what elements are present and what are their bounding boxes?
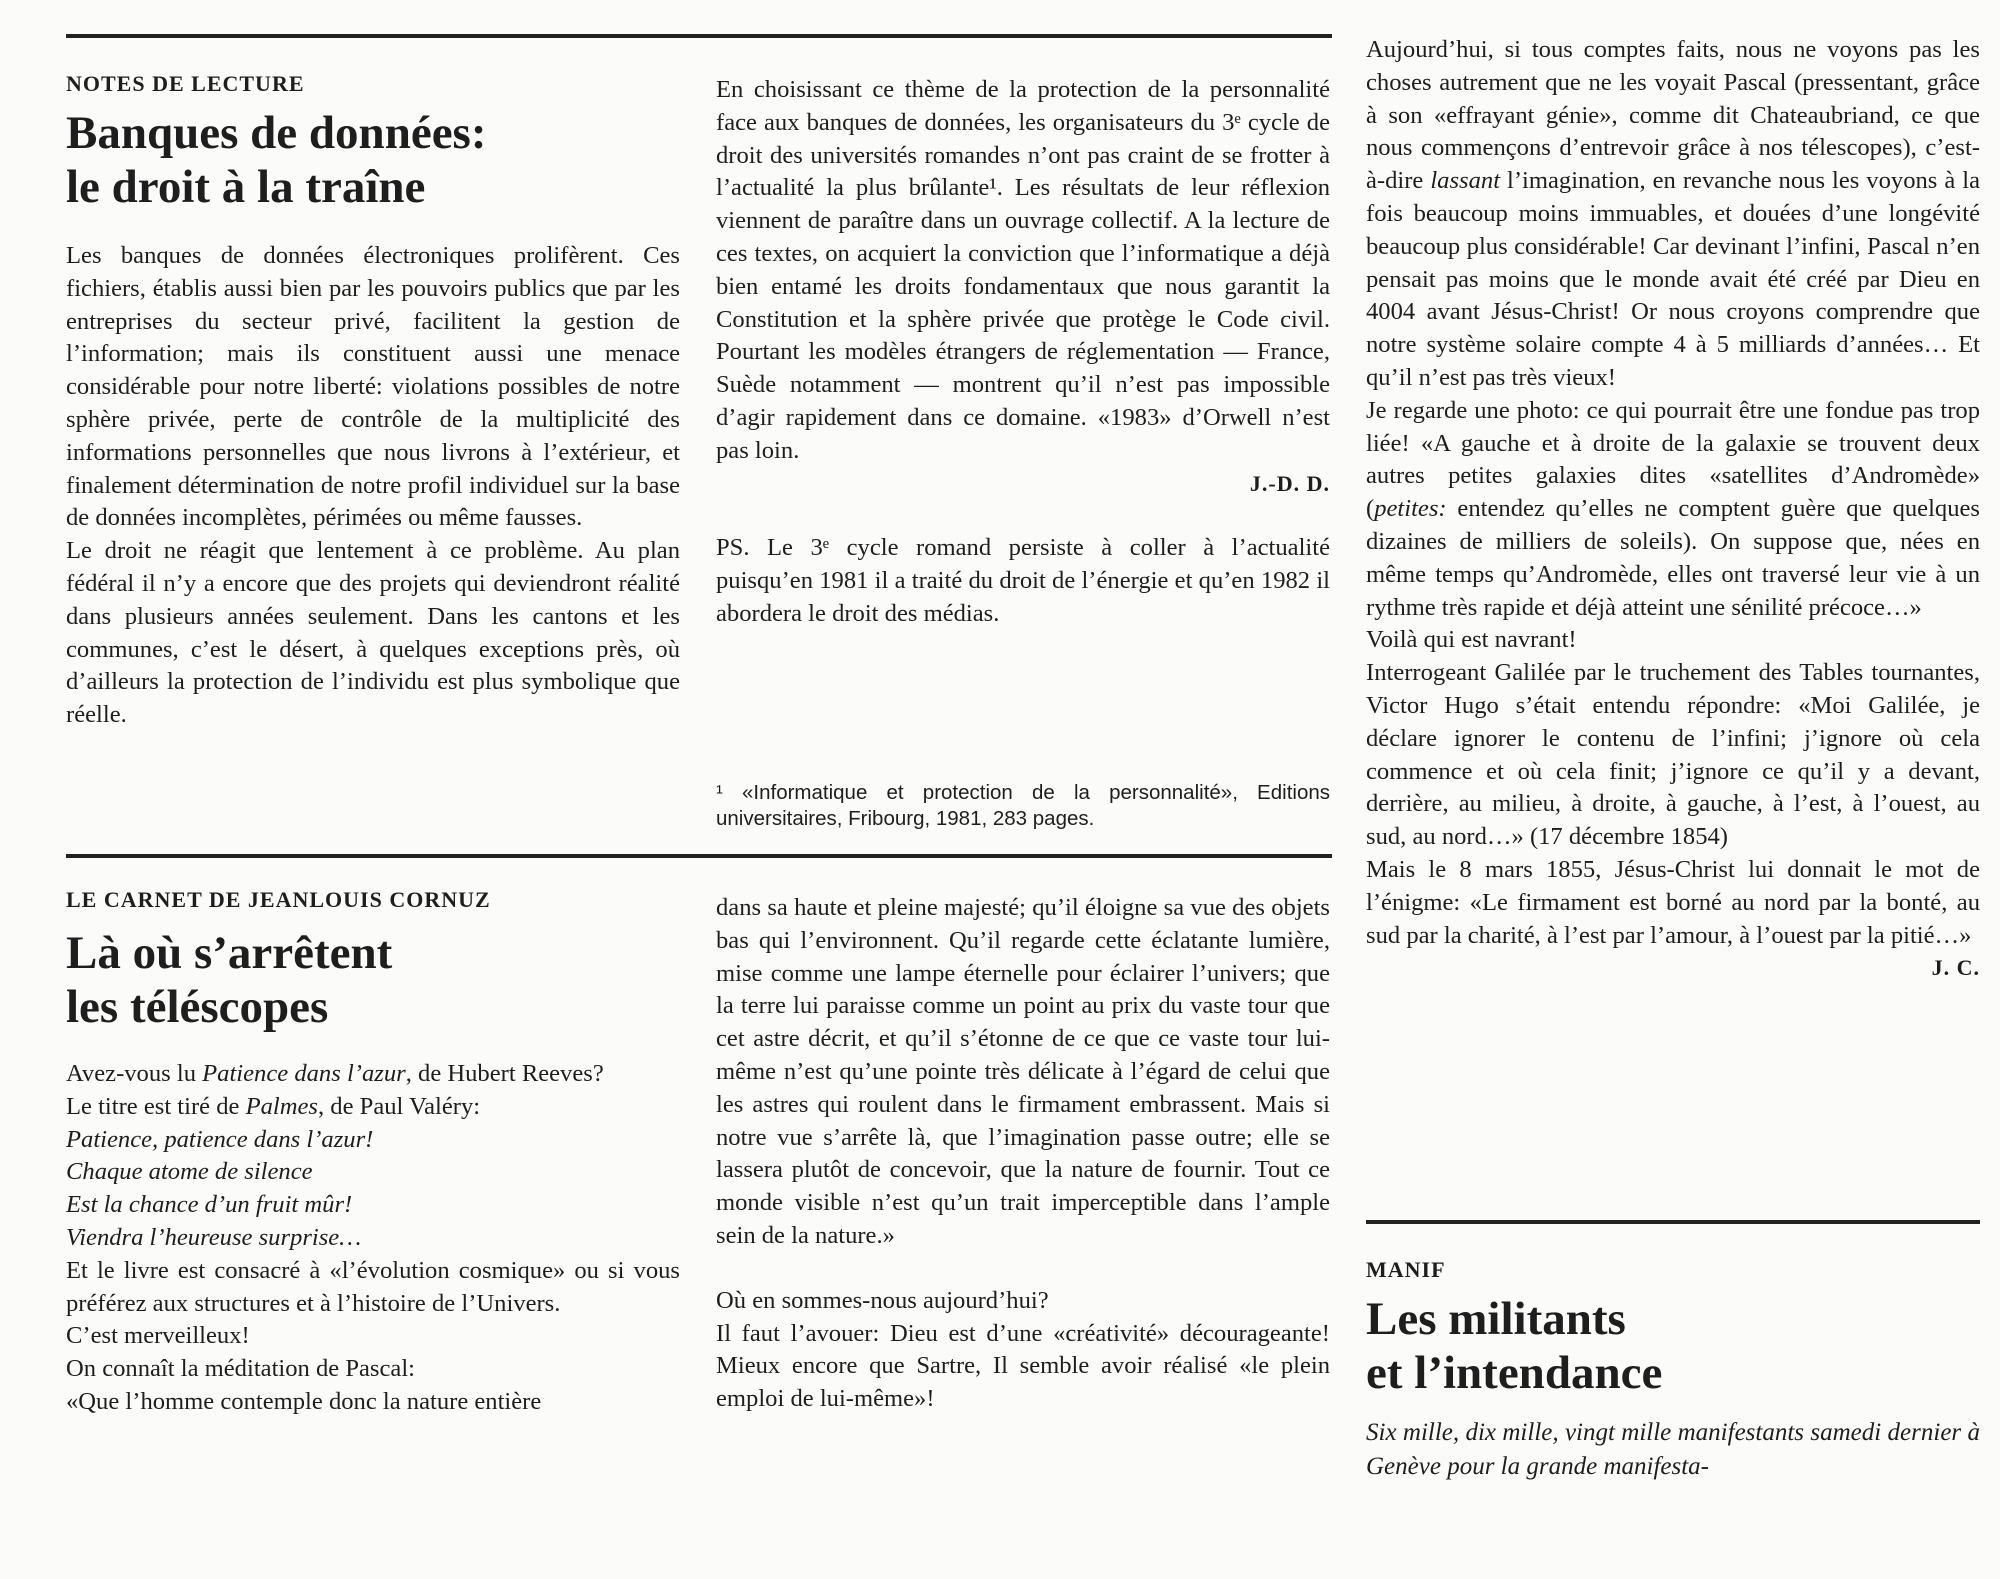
notes-headline <box>66 106 706 214</box>
carnet-paragraph: Et le livre est consacré à «l’évolution cosmique» ou si vous préférez aux structures et à l’histoire de l’Univers. <box>66 1256 680 1317</box>
carnet-paragraph: C’est merveilleux! <box>66 1322 250 1350</box>
manif-rule <box>1366 1220 1980 1224</box>
carnet-headline <box>66 926 706 1034</box>
middle-rule <box>66 854 1332 858</box>
notes-headline-line2: le droit à la traîne <box>66 161 426 213</box>
manif-lede: Six mille, dix mille, vingt mille manifestants samedi dernier à Genève pour la grande manifesta- <box>1366 1419 1980 1480</box>
carnet-paragraph: Où en sommes-nous aujourd’hui? <box>716 1286 1049 1314</box>
top-rule <box>66 34 1332 38</box>
carnet-headline-line2: les téléscopes <box>66 981 329 1033</box>
carnet-line: Le titre est tiré de Palmes, de Paul Valéry: <box>66 1092 481 1120</box>
notes-paragraph: En choisissant ce thème de la protection de la personnalité face aux banques de données, les organisateurs du 3ᵉ cycle de droit des universités romandes n’ont pas craint de se frotter à l’actualité la plus brûlante¹. Les résultats de leur réflexion viennent de paraître dans un ouvrage collectif. A la lecture de ces textes, on acquiert la conviction que l’informatique a déjà bien entamé les droits fondamentaux que nous garantit la Constitution et la sphère privée que protège le Code civil. Pourtant les modèles étrangers de réglementation — France, Suède notamment — montrent qu’il n’est pas impossible d’agir rapidement dans ce domaine. «1983» d’Orwell n’est pas loin. <box>716 76 1330 464</box>
carnet-paragraph: «Que l’homme contemple donc la nature entière <box>66 1387 542 1415</box>
notes-column-2 <box>716 74 1330 631</box>
carnet-column-1 <box>66 1058 680 1419</box>
manif-kicker: MANIF <box>1366 1257 1446 1282</box>
spacer <box>716 1253 1330 1285</box>
notes-signature: J.-D. D. <box>1249 470 1330 496</box>
carnet-kicker: LE CARNET DE JEANLOUIS CORNUZ <box>66 887 491 912</box>
poem-line: Est la chance d’un fruit mûr! <box>66 1191 353 1219</box>
carnet-paragraph: Mais le 8 mars 1855, Jésus-Christ lui donnait le mot de l’énigme: «Le firmament est borné au nord par la bonté, au sud par la charité, à l’est par l’amour, à l’ouest par la pitié…» <box>1366 855 1980 949</box>
notes-paragraph: Le droit ne réagit que lentement à ce problème. Au plan fédéral il n’y a encore que des projets qui deviendront réalité dans plusieurs années seulement. Dans les cantons et les communes, c’est le désert, à quelques exceptions près, où d’ailleurs la protection de l’individu est plus symbolique que réelle. <box>66 537 680 729</box>
manif-headline <box>1366 1292 1980 1400</box>
poem-line: Patience, patience dans l’azur! <box>66 1125 374 1153</box>
poem-collection-title: Palmes <box>245 1092 318 1120</box>
carnet-headline-line1: Là où s’arrêtent <box>66 927 393 979</box>
carnet-column-3 <box>1366 34 1980 985</box>
emphasis: lassant <box>1430 167 1501 195</box>
manif-headline-line1: Les militants <box>1366 1293 1626 1345</box>
manif-headline-line2: et l’intendance <box>1366 1347 1663 1399</box>
notes-footnote: ¹ «Informatique et protection de la personnalité», Editions universitaires, Fribourg, 1981, 283 pages. <box>716 781 1330 830</box>
carnet-paragraph: Interrogeant Galilée par le truchement des Tables tournantes, Victor Hugo s’était entendu répondre: «Moi Galilée, je déclare ignorer le contenu de l’infini; j’ignore où cela commence et où cela finit; j’ignore ce qu’il y a devant, derrière, au milieu, à droite, à gauche, à l’est, à l’ouest, au sud, au nord…» (17 décembre 1854) <box>1366 659 1980 851</box>
carnet-paragraph: On connaît la méditation de Pascal: <box>66 1355 415 1383</box>
carnet-paragraph: Je regarde une photo: ce qui pourrait être une fondue pas trop liée! «A gauche et à droite de la galaxie se trouvent deux autres petites galaxies dites «satellites d’Andromède» (petites: entendez qu’elles ne comptent guère que quelques dizaines de milliers de soleils). On suppose que, nées en même temps qu’Andromède, elles ont traversé leur vie à un rythme très rapide et déjà atteint une sénilité précoce…» <box>1366 396 1980 621</box>
notes-column-1 <box>66 240 680 732</box>
carnet-line: Avez-vous lu Patience dans l’azur, de Hubert Reeves? <box>66 1060 604 1087</box>
notes-paragraph: Les banques de données électroniques prolifèrent. Ces fichiers, établis aussi bien par les pouvoirs publics que par les entreprises du secteur privé, facilitent la gestion de l’information; mais ils constituent aussi une menace considérable pour notre liberté: violations possibles de notre sphère privée, perte de contrôle de la multiplicité des informations personnelles que nous livrons à l’extérieur, et finalement détermination de notre profil individuel sur la base de données incomplètes, périmées ou même fausses. <box>66 242 680 532</box>
carnet-paragraph: Il faut l’avouer: Dieu est d’une «créativité» décourageante! Mieux encore que Sartre, Il semble avoir réalisé «le plein emploi de lui-même»! <box>716 1319 1330 1413</box>
notes-headline-line1: Banques de données: <box>66 107 487 159</box>
carnet-paragraph: Aujourd’hui, si tous comptes faits, nous ne voyons pas les choses autrement que ne les voyait Pascal (pressentant, grâce à son «effrayant génie», comme dit Chateaubriand, ce que nous commençons d’entrevoir grâce à nos télescopes), c’est-à-dire lassant l’imagination, en revanche nous les voyons à la fois beaucoup moins immuables, et douées d’une longévité beaucoup plus considérable! Car devinant l’infini, Pascal n’en pensait pas moins que le monde avait été créé par Dieu en 4004 avant Jésus-Christ! Or nous croyons comprendre que notre système solaire compte 4 à 5 milliards d’années… Et qu’il n’est pas très vieux! <box>1366 36 1980 391</box>
emphasis: petites: <box>1374 495 1447 523</box>
poem-line: Chaque atome de silence <box>66 1158 313 1186</box>
carnet-column-2 <box>716 892 1330 1416</box>
carnet-paragraph: Voilà qui est navrant! <box>1366 626 1577 654</box>
poem-line: Viendra l’heureuse surprise… <box>66 1223 362 1251</box>
book-title: Patience dans l’azur <box>202 1060 406 1087</box>
notes-ps: PS. Le 3ᵉ cycle romand persiste à coller à l’actualité puisqu’en 1981 il a traité du droit de l’énergie et qu’en 1982 il abordera le droit des médias. <box>716 534 1330 627</box>
carnet-paragraph: dans sa haute et pleine majesté; qu’il éloigne sa vue des objets bas qui l’environnent. Qu’il regarde cette éclatante lumière, mise comme une lampe éternelle pour éclairer l’univers; que la terre lui paraisse comme un point au prix du vaste tour que cet astre décrit, et qu’il s’étonne de ce que ce vaste tour lui-même n’est qu’une pointe très délicate à l’égard de celui que les astres qui roulent dans le firmament embrassent. Mais si notre vue s’arrête là, que l’imagination passe outre; elle se lassera plutôt de concevoir, que la nature de fournir. Tout ce monde visible n’est qu’un trait imperceptible dans l’ample sein de la nature.» <box>716 894 1330 1249</box>
carnet-signature: J. C. <box>1931 955 1980 981</box>
spacer <box>716 500 1330 532</box>
notes-kicker: NOTES DE LECTURE <box>66 71 305 96</box>
